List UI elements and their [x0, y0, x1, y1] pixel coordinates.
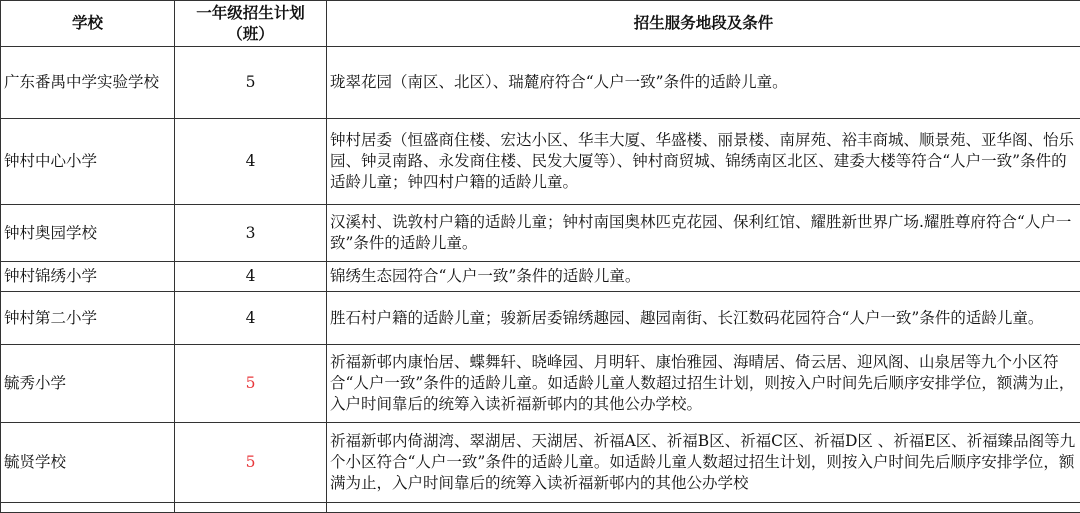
table-row — [1, 292, 1080, 345]
class-plan: 4 — [175, 119, 327, 205]
table-row — [1, 47, 1080, 119]
class-plan: 4 — [175, 262, 327, 292]
school-name: 钟村锦绣小学 — [1, 262, 175, 292]
table-row — [1, 423, 1080, 503]
table-row — [1, 345, 1080, 423]
service-area: 珑翠花园（南区、北区）、瑞麓府符合“人户一致”条件的适龄儿童。 — [327, 47, 1080, 119]
service-area: 钟村居委（恒盛商住楼、宏达小区、华丰大厦、华盛楼、丽景楼、南屏苑、裕丰商城、顺景苑、亚华阁、怡乐园、钟灵南路、永发商住楼、民发大厦等）、钟村商贸城、锦绣南区北区、建委大楼等符合“人户一致”条件的适龄儿童；钟四村户籍的适龄儿童。 — [327, 119, 1080, 205]
service-area: 汉溪村、诜敦村户籍的适龄儿童；钟村南国奥林匹克花园、保利红馆、耀胜新世界广场.耀胜尊府符合“人户一致”条件的适龄儿童。 — [327, 205, 1080, 262]
school-name: 钟村中心小学 — [1, 119, 175, 205]
school-name: 钟村奥园学校 — [1, 205, 175, 262]
service-area: 胜石村户籍的适龄儿童；骏新居委锦绣趣园、趣园南街、长江数码花园符合“人户一致”条件的适龄儿童。 — [327, 292, 1080, 345]
empty-cell — [1, 503, 175, 513]
school-name: 钟村第二小学 — [1, 292, 175, 345]
class-plan: 5 — [175, 423, 327, 503]
table-row-partial — [1, 503, 1080, 513]
empty-cell — [327, 503, 1080, 513]
table-header-row — [1, 1, 1080, 47]
service-area: 祈福新邨内倚湖湾、翠湖居、天湖居、祈福A区、祈福B区、祈福C区、祈福D区 、祈福E区、祈福臻品阁等九个小区符合“人户一致”条件的适龄儿童。如适龄儿童人数超过招生计划，则按入户时间先后顺序安排学位，额满为止，入户时间靠后的统筹入读祈福新邨内的其他公办学校 — [327, 423, 1080, 503]
header-school: 学校 — [1, 1, 175, 47]
school-name: 毓贤学校 — [1, 423, 175, 503]
empty-cell — [175, 503, 327, 513]
service-area: 锦绣生态园符合“人户一致”条件的适龄儿童。 — [327, 262, 1080, 292]
header-area: 招生服务地段及条件 — [327, 1, 1080, 47]
service-area: 祈福新邨内康怡居、蝶舞轩、晓峰园、月明轩、康怡雅园、海晴居、倚云居、迎风阁、山泉居等九个小区符合“人户一致”条件的适龄儿童。如适龄儿童人数超过招生计划，则按入户时间先后顺序安排学位，额满为止，入户时间靠后的统筹入读祈福新邨内的其他公办学校。 — [327, 345, 1080, 423]
class-plan: 5 — [175, 47, 327, 119]
class-plan: 4 — [175, 292, 327, 345]
header-plan: 一年级招生计划（班） — [175, 1, 327, 47]
school-name: 广东番禺中学实验学校 — [1, 47, 175, 119]
table-row — [1, 205, 1080, 262]
table-row — [1, 119, 1080, 205]
class-plan: 3 — [175, 205, 327, 262]
school-name: 毓秀小学 — [1, 345, 175, 423]
class-plan: 5 — [175, 345, 327, 423]
table-row — [1, 262, 1080, 292]
